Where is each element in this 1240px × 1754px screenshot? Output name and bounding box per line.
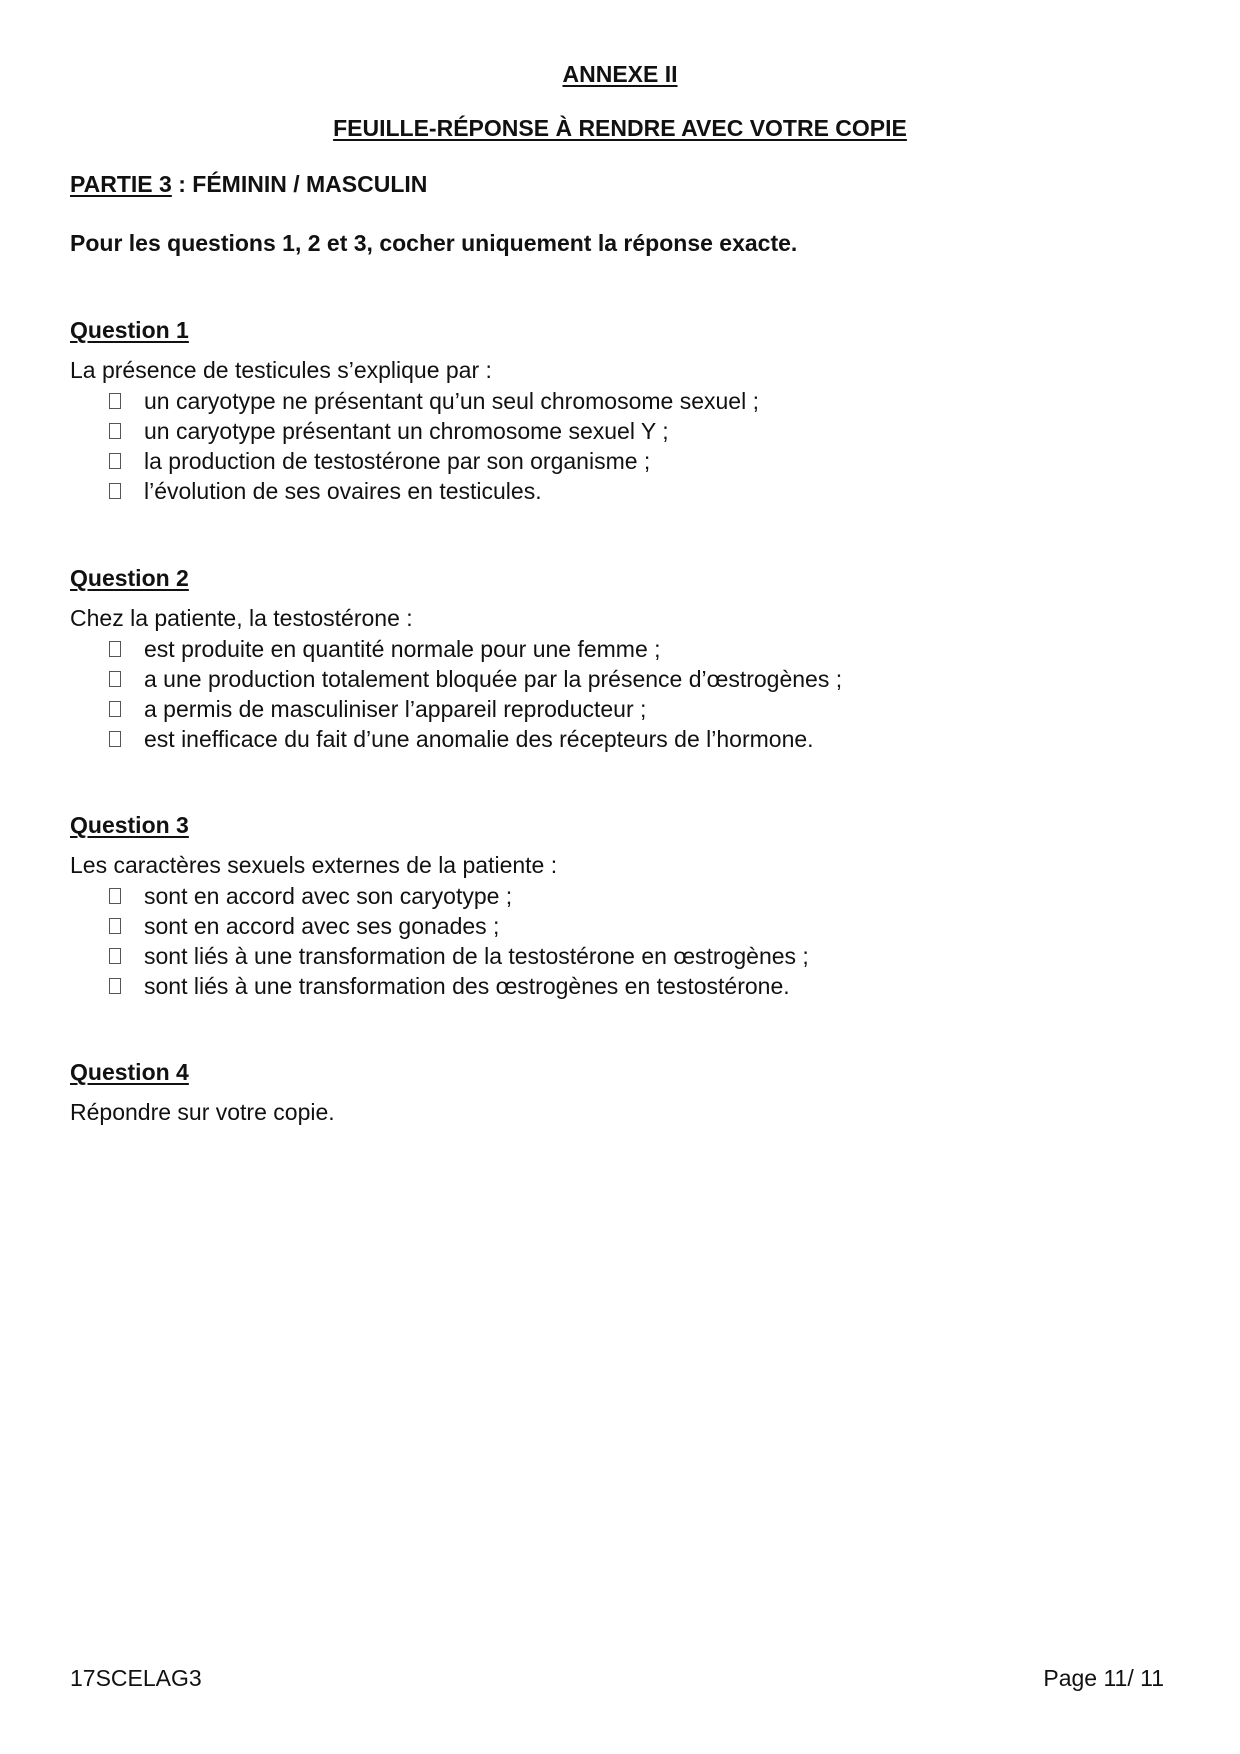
question-heading: Question 2: [70, 565, 189, 591]
question-2: [70, 564, 1170, 754]
answer-option: [70, 911, 1170, 941]
option-label: est produite en quantité normale pour une femme ;: [144, 636, 661, 662]
question-prompt: Les caractères sexuels externes de la patiente :: [70, 852, 558, 878]
answer-options: [70, 881, 1170, 1001]
partie-title: : FÉMININ / MASCULIN: [171, 171, 428, 197]
annexe-title: ANNEXE II: [562, 61, 678, 87]
checkbox[interactable]: [109, 671, 121, 687]
partie-heading: [70, 170, 427, 198]
page-number: Page 11/ 11: [1043, 1665, 1164, 1691]
option-label: a permis de masculiniser l’appareil reproducteur ;: [144, 696, 647, 722]
answer-option: [70, 476, 1170, 506]
checkbox[interactable]: [109, 393, 121, 409]
checkbox[interactable]: [109, 423, 121, 439]
partie-label: PARTIE 3: [70, 171, 172, 197]
checkbox[interactable]: [109, 641, 121, 657]
answer-option: [70, 416, 1170, 446]
option-label: un caryotype ne présentant qu’un seul chromosome sexuel ;: [144, 388, 759, 414]
checkbox[interactable]: [109, 978, 121, 994]
answer-option: [70, 881, 1170, 911]
question-3: [70, 811, 1170, 1001]
answer-options: [70, 386, 1170, 506]
question-heading: Question 3: [70, 812, 189, 838]
option-label: l’évolution de ses ovaires en testicules.: [144, 478, 542, 504]
question-heading: Question 4: [70, 1059, 189, 1085]
question-1: [70, 316, 1170, 506]
answer-option: [70, 724, 1170, 754]
checkbox[interactable]: [109, 888, 121, 904]
answer-option: [70, 634, 1170, 664]
question-4: [70, 1058, 1170, 1126]
document-code: 17SCELAG3: [70, 1665, 202, 1691]
question-prompt: Chez la patiente, la testostérone :: [70, 605, 413, 631]
option-label: un caryotype présentant un chromosome sexuel Y ;: [144, 418, 669, 444]
checkbox[interactable]: [109, 483, 121, 499]
answer-option: [70, 664, 1170, 694]
option-label: sont liés à une transformation des œstrogènes en testostérone.: [144, 973, 790, 999]
checkbox[interactable]: [109, 453, 121, 469]
question-prompt: Répondre sur votre copie.: [70, 1099, 335, 1125]
instruction-text: Pour les questions 1, 2 et 3, cocher uniquement la réponse exacte.: [70, 230, 798, 256]
checkbox[interactable]: [109, 731, 121, 747]
option-label: sont liés à une transformation de la testostérone en œstrogènes ;: [144, 943, 809, 969]
option-label: sont en accord avec son caryotype ;: [144, 883, 513, 909]
answer-options: [70, 634, 1170, 754]
question-heading: Question 1: [70, 317, 189, 343]
answer-option: [70, 971, 1170, 1001]
option-label: est inefficace du fait d’une anomalie des récepteurs de l’hormone.: [144, 726, 814, 752]
answer-option: [70, 446, 1170, 476]
checkbox[interactable]: [109, 918, 121, 934]
option-label: la production de testostérone par son organisme ;: [144, 448, 651, 474]
option-label: a une production totalement bloquée par la présence d’œstrogènes ;: [144, 666, 843, 692]
checkbox[interactable]: [109, 701, 121, 717]
question-prompt: La présence de testicules s’explique par :: [70, 357, 492, 383]
answer-option: [70, 386, 1170, 416]
answer-option: [70, 941, 1170, 971]
sheet-subtitle: FEUILLE-RÉPONSE À RENDRE AVEC VOTRE COPIE: [333, 115, 907, 141]
answer-option: [70, 694, 1170, 724]
option-label: sont en accord avec ses gonades ;: [144, 913, 500, 939]
checkbox[interactable]: [109, 948, 121, 964]
